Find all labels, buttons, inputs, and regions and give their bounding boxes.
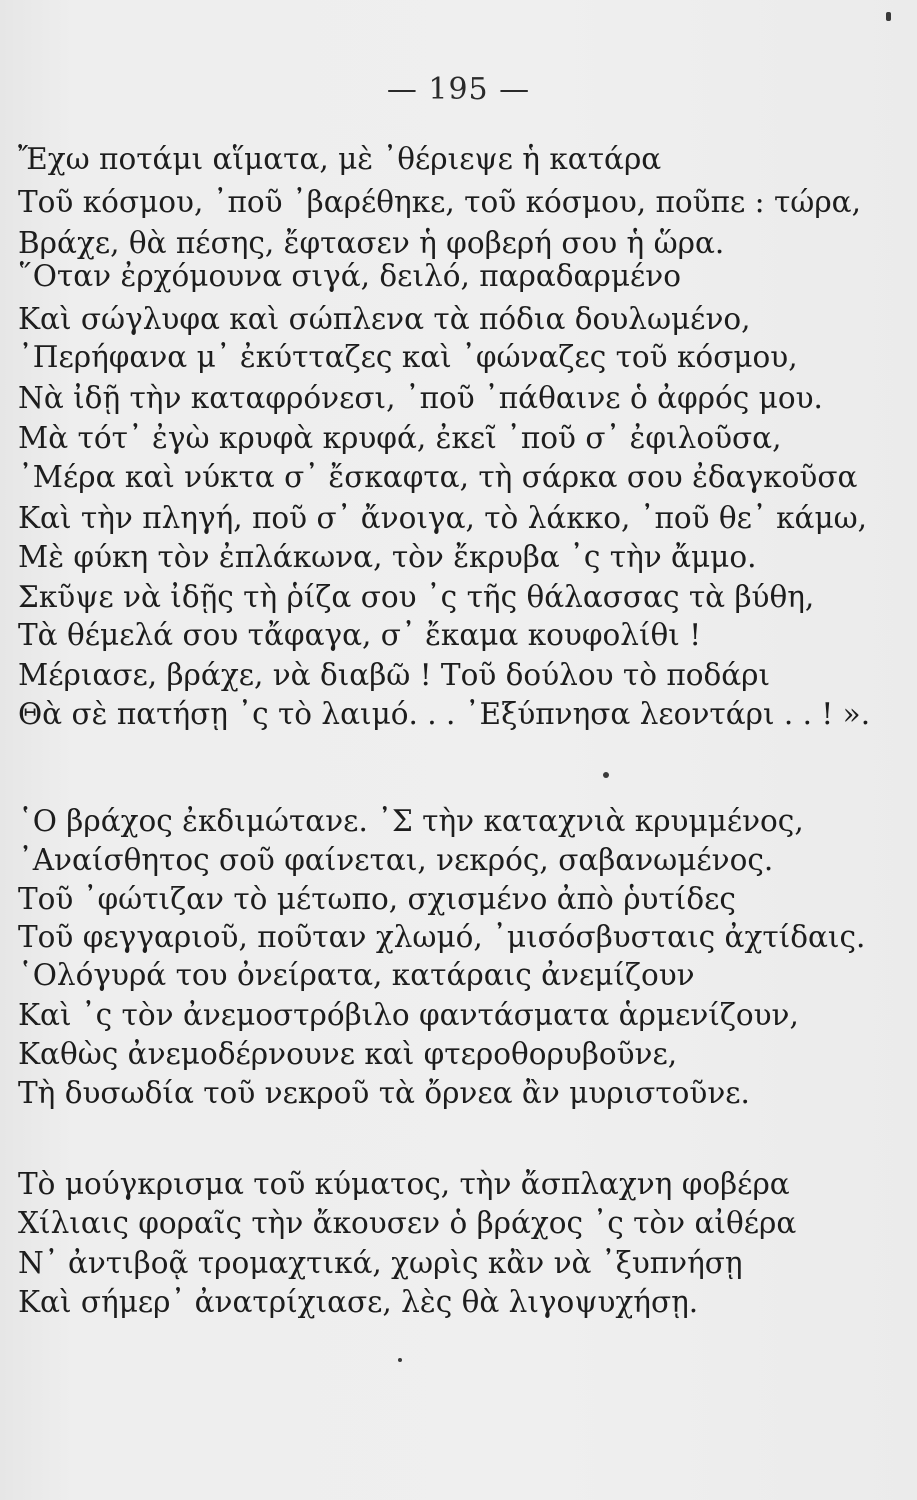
- verse-line: Τοῦ φεγγαριοῦ, ποῦταν χλωμό, ᾿μισόσβυσταις ἀχτίδαις.: [18, 920, 866, 954]
- verse-line: Τὸ μούγκρισμα τοῦ κύματος, τὴν ἄσπλαχνη φοβέρα: [18, 1167, 790, 1201]
- verse-line: Τὴ δυσωδία τοῦ νεκροῦ τὰ ὄρνεα ἂν μυριστοῦνε.: [18, 1076, 750, 1110]
- verse-line: ῞Οταν ἐρχόμουνα σιγά, δειλό, παραδαρμένο: [18, 259, 681, 293]
- verse-line: ῾Ο βράχος ἐκδιμώτανε. ᾿Σ τὴν καταχνιὰ κρυμμένος,: [18, 804, 804, 838]
- verse-line: Τὰ θέμελά σου τἄφαγα, σ᾿ ἔκαμα κουφολίθι !: [18, 618, 702, 652]
- verse-line: ᾿Αναίσθητος σοῦ φαίνεται, νεκρός, σαβανωμένος.: [18, 843, 774, 877]
- print-speck: [398, 1358, 402, 1362]
- verse-line: Ἔχω ποτάμι αἵματα, μὲ ᾿θέριεψε ἡ κατάρα: [18, 142, 662, 176]
- verse-line: Μὰ τότ᾿ ἐγὼ κρυφὰ κρυφά, ἐκεῖ ᾿ποῦ σ᾿ ἐφιλοῦσα,: [18, 421, 782, 455]
- verse-line: Καὶ σώγλυφα καὶ σώπλενα τὰ πόδια δουλωμένο,: [18, 302, 751, 336]
- verse-line: ῾Ολόγυρά του ὀνείρατα, κατάραις ἀνεμίζουν: [18, 958, 695, 992]
- verse-line: Μέριασε, βράχε, νὰ διαβῶ ! Τοῦ δούλου τὸ ποδάρι: [18, 658, 771, 692]
- verse-line: Χίλιαις φοραῖς τὴν ἄκουσεν ὁ βράχος ᾿ς τὸν αἰθέρα: [18, 1206, 797, 1240]
- verse-line: Τοῦ κόσμου, ᾿ποῦ ᾿βαρέθηκε, τοῦ κόσμου, ποῦπε : τώρα,: [18, 185, 861, 219]
- verse-line: Καὶ ᾿ς τὸν ἀνεμοστρόβιλο φαντάσματα ἁρμενίζουν,: [18, 998, 799, 1032]
- verse-line: ᾿Περήφανα μ᾿ ἐκύτταζες καὶ ᾿φώναζες τοῦ κόσμου,: [18, 340, 798, 374]
- verse-line: ᾿Μέρα καὶ νύκτα σ᾿ ἔσκαφτα, τὴ σάρκα σου ἐδαγκοῦσα: [18, 460, 858, 494]
- print-speck: [603, 772, 609, 778]
- verse-line: Σκῦψε νὰ ἰδῇς τὴ ῥίζα σου ᾿ς τῆς θάλασσας τὰ βύθη,: [18, 580, 815, 614]
- verse-line: Καθὼς ἀνεμοδέρνουνε καὶ φτεροθορυβοῦνε,: [18, 1037, 678, 1071]
- verse-line: Καὶ σήμερ᾿ ἀνατρίχιασε, λὲς θὰ λιγοψυχήσῃ.: [18, 1285, 699, 1319]
- page-number: — 195 —: [386, 72, 531, 107]
- verse-line: Βράχε, θὰ πέσης, ἔφτασεν ἡ φοβερή σου ἡ ὥρα.: [18, 226, 725, 260]
- verse-line: Καὶ τὴν πληγή, ποῦ σ᾿ ἄνοιγα, τὸ λάκκο, ᾿ποῦ θε᾿ κάμω,: [18, 501, 868, 535]
- verse-line: Μὲ φύκη τὸν ἐπλάκωνα, τὸν ἔκρυβα ᾿ς τὴν ἄμμο.: [18, 540, 757, 574]
- verse-line: Ν᾿ ἀντιβοᾷ τρομαχτικά, χωρὶς κἂν νὰ ᾿ξυπνήσῃ: [18, 1246, 743, 1280]
- verse-line: Νὰ ἰδῇ τὴν καταφρόνεσι, ᾿ποῦ ᾿πάθαινε ὁ ἀφρός μου.: [18, 381, 823, 415]
- verse-line: Τοῦ ᾿φώτιζαν τὸ μέτωπο, σχισμένο ἀπὸ ῥυτίδες: [18, 882, 736, 916]
- verse-line: Θὰ σὲ πατήσῃ ᾿ς τὸ λαιμό. . . ᾿Εξύπνησα λεοντάρι . . ! ».: [18, 697, 871, 731]
- print-speck: [886, 12, 891, 21]
